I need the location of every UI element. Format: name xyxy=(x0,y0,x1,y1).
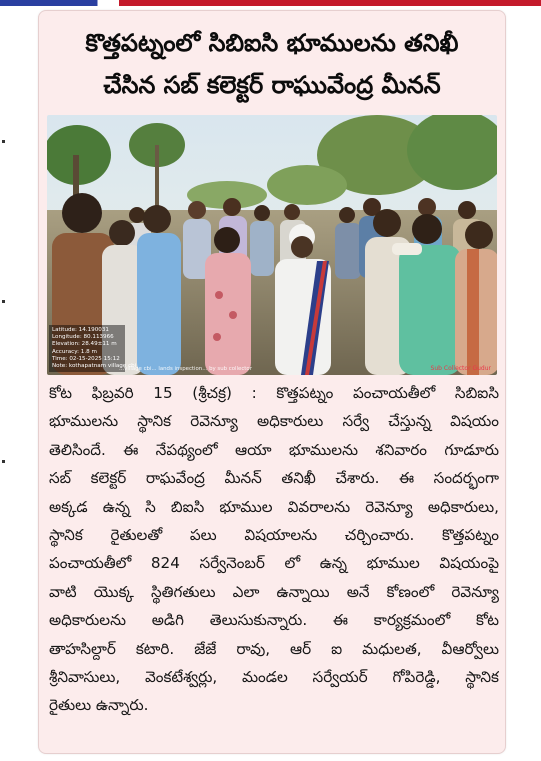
headline xyxy=(47,15,497,113)
article-line: అధికారులను అడిగి తెలుసుకున్నారు. ఈ కార్యక్రమంలో కోట xyxy=(49,611,499,630)
article-line: సబ్ కలెక్టర్ రాఘవేంద్ర మీనన్ తనిఖీ చేశారు. ఈ సందర్భంగా xyxy=(49,469,499,488)
geotag-overlay xyxy=(49,325,137,372)
geotag-elevation: Elevation: 28.49±11 m xyxy=(52,341,117,348)
headline-line-1: కొత్తపట్నంలో సిబిఐసి భూములను తనిఖీ xyxy=(85,29,459,57)
news-photo xyxy=(47,115,497,375)
headline-line-2: చేసిన సబ్ కలెక్టర్ రాఘువేంద్ర మీనన్ xyxy=(103,71,441,99)
article-body xyxy=(49,379,499,720)
article-line: రైతులు ఉన్నారు. xyxy=(49,696,149,715)
top-color-strip xyxy=(0,0,541,6)
geotag-time: Time: 02-15-2025 15:12 xyxy=(52,355,120,362)
geotag-note: Note: kothapatnam village cbi xyxy=(52,363,137,370)
geotag-longitude: Longitude: 80.113966 xyxy=(52,334,114,341)
article-line: వాటి యొక్క స్థితిగతులు ఎలా ఉన్నాయి అనే కోణంలో రెవెన్యూ xyxy=(49,582,499,601)
left-edge-mark xyxy=(2,140,5,143)
article-line: తెలిసిందే. ఈ నేపథ్యంలో ఆయా భూములను శనివారం గూడూరు xyxy=(49,440,499,459)
article-line: పంచాయతీలో 824 సర్వేనెంబర్ లో ఉన్న భూముల విషయంపై xyxy=(49,554,499,573)
article-line: స్థానిక రైతులతో పలు విషయాలను చర్చించారు. కొత్తపట్నం xyxy=(49,526,499,545)
article-line: కోట ఫిబ్రవరి 15 (శ్రీచక్ర) : కొత్తపట్నం పంచాయతీలో సిబిఐసి xyxy=(49,384,499,402)
left-edge-mark xyxy=(2,460,5,463)
photo-watermark: Sub Collector Gudur xyxy=(430,365,491,372)
article-line: అక్కడ ఉన్న సి బిఐసి భూముల వివరాలను రెవెన్యూ అధికారులు, xyxy=(49,497,499,516)
left-edge-mark xyxy=(2,300,5,303)
geotag-accuracy: Accuracy: 1.8 m xyxy=(52,348,97,355)
article-line: తాహసిల్దార్ కటారి. జేజే రావు, ఆర్ ఐ మధులత, వీఆర్వోలు xyxy=(49,639,499,658)
geotag-latitude: Latitude: 14.190031 xyxy=(52,327,109,333)
article-line: భూములను స్థానిక రెవెన్యూ అధికారులు సర్వే చేస్తున్న విషయం xyxy=(49,412,499,431)
article-line: శ్రీనివాసులు, వెంకటేశ్వర్లు, మండల సర్వేయర్ గోపిరెడ్డి, స్థానిక xyxy=(49,668,499,687)
news-clipping xyxy=(38,10,506,754)
photo-credit: ...village cbi... lands inspection... by sub collector xyxy=(119,366,252,372)
